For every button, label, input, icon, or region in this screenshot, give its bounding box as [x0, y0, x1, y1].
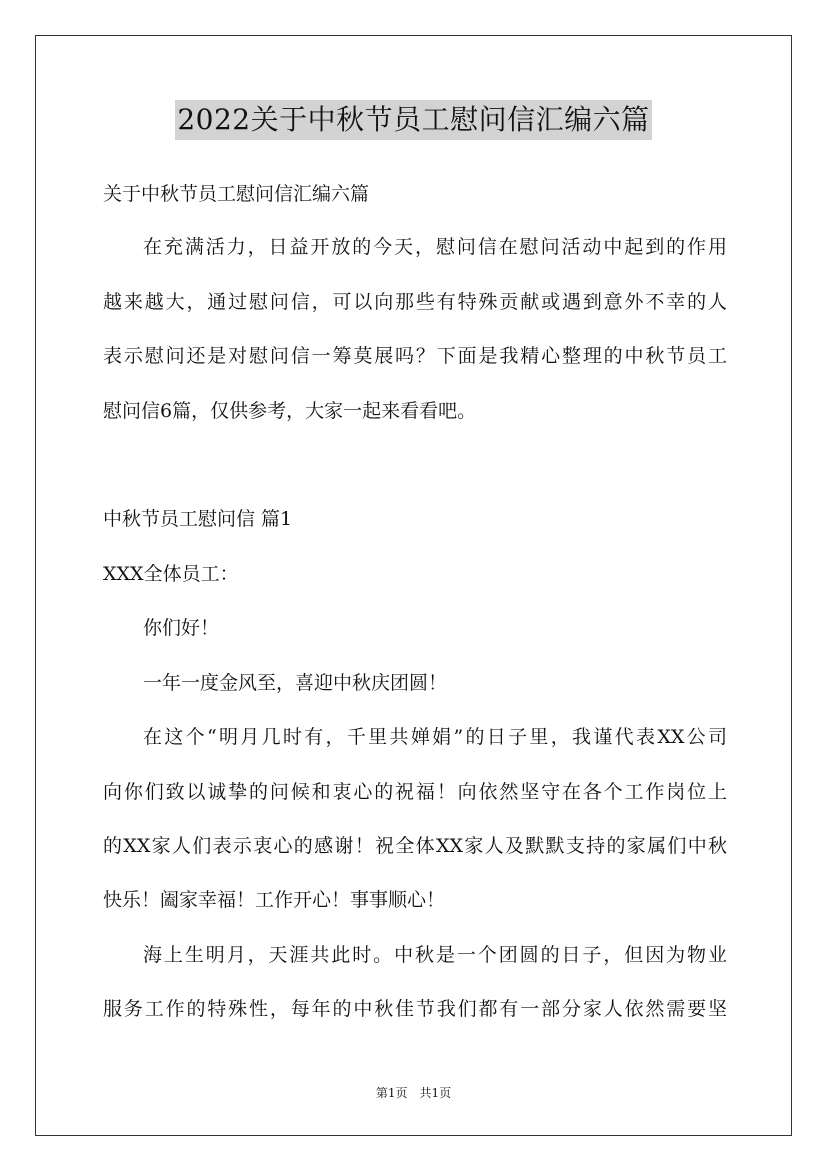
intro-line: 越来越大，通过慰问信，可以向那些有特殊贡献或遇到意外不幸的人	[103, 291, 727, 313]
page-footer: 第1页 共1页	[375, 1086, 452, 1100]
paragraph-line: 在这个“明月几时有，千里共婵娟”的日子里，我谨代表XX公司	[143, 726, 727, 748]
section-heading: 中秋节员工慰问信 篇1	[103, 508, 293, 530]
document-title: 2022关于中秋节员工慰问信汇编六篇	[175, 100, 651, 140]
salutation: XXX全体员工：	[103, 563, 239, 585]
intro-line: 慰问信6篇，仅供参考，大家一起来看看吧。	[103, 400, 477, 422]
paragraph-line: 向你们致以诚挚的问候和衷心的祝福！向依然坚守在各个工作岗位上	[103, 781, 727, 803]
festival-line: 一年一度金风至，喜迎中秋庆团圆！	[143, 672, 448, 694]
paragraph-line: 服务工作的特殊性，每年的中秋佳节我们都有一部分家人依然需要坚	[103, 998, 727, 1020]
greeting: 你们好！	[143, 617, 220, 639]
intro-line: 表示慰问还是对慰问信一筹莫展吗？下面是我精心整理的中秋节员工	[103, 345, 727, 367]
title-container	[0, 100, 827, 140]
paragraph-line: 海上生明月，天涯共此时。中秋是一个团圆的日子，但因为物业	[143, 944, 727, 966]
paragraph-line: 快乐！阖家幸福！工作开心！事事顺心！	[103, 889, 446, 911]
intro-line: 在充满活力，日益开放的今天，慰问信在慰问活动中起到的作用	[143, 236, 727, 258]
paragraph-line: 的XX家人们表示衷心的感谢！祝全体XX家人及默默支持的家属们中秋	[103, 835, 727, 857]
document-subtitle: 关于中秋节员工慰问信汇编六篇	[103, 183, 370, 205]
